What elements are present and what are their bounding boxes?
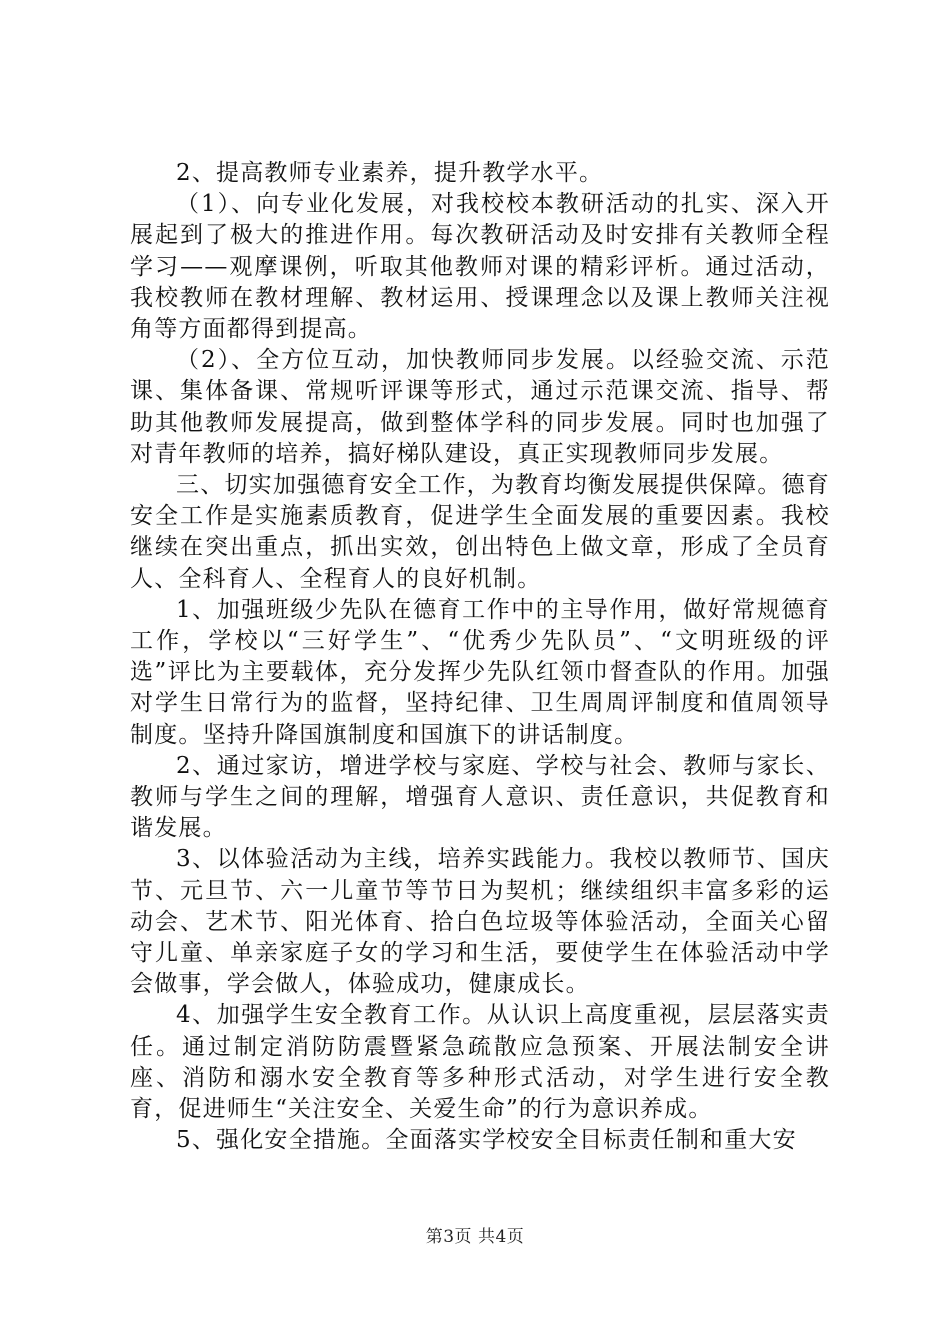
paragraph-point-1: 1、加强班级少先队在德育工作中的主导作用，做好常规德育工作，学校以“三好学生”、“优秀少先队员”、“文明班级的评选”评比为主要载体，充分发挥少先队红领巾督查队的作用。加强对学生日常行为的监督，坚持纪律、卫生周周评制度和值周领导制度。坚持升降国旗制度和国旗下的讲话制度。 xyxy=(130,596,830,748)
paragraph-point-3: 3、以体验活动为主线，培养实践能力。我校以教师节、国庆节、元旦节、六一儿童节等节日为契机；继续组织丰富多彩的运动会、艺术节、阳光体育、拾白色垃圾等体验活动，全面关心留守儿童、单亲家庭子女的学习和生活，要使学生在体验活动中学会做事，学会做人，体验成功，健康成长。 xyxy=(130,846,830,998)
paragraph-heading-2: 2、提高教师专业素养，提升教学水平。 xyxy=(176,160,604,186)
paragraph-item-1: （1）、向专业化发展，对我校校本教研活动的扎实、深入开展起到了极大的推进作用。每次教研活动及时安排有关教师全程学习——观摩课例，听取其他教师对课的精彩评析。通过活动，我校教师在教材理解、教材运用、授课理念以及课上教师关注视角等方面都得到提高。 xyxy=(130,191,830,343)
paragraph-point-5: 5、强化安全措施。全面落实学校安全目标责任制和重大安 xyxy=(176,1127,797,1154)
document-body xyxy=(130,158,830,1157)
paragraph-point-4: 4、加强学生安全教育工作。从认识上高度重视，层层落实责任。通过制定消防防震暨紧急疏散应急预案、开展法制安全讲座、消防和溺水安全教育等多种形式活动，对学生进行安全教育，促进师生“关注安全、关爱生命”的行为意识养成。 xyxy=(130,1002,830,1123)
paragraph-section-3: 三、切实加强德育安全工作，为教育均衡发展提供保障。德育安全工作是实施素质教育，促进学生全面发展的重要因素。我校继续在突出重点，抓出实效，创出特色上做文章，形成了全员育人、全科育人、全程育人的良好机制。 xyxy=(130,472,830,592)
paragraph-point-2: 2、通过家访，增进学校与家庭、学校与社会、教师与家长、教师与学生之间的理解，增强育人意识、责任意识，共促教育和谐发展。 xyxy=(130,752,830,842)
paragraph-item-2: （2）、全方位互动，加快教师同步发展。以经验交流、示范课、集体备课、常规听评课等形式，通过示范课交流、指导、帮助其他教师发展提高，做到整体学科的同步发展。同时也加强了对青年教师的培养，搞好梯队建设，真正实现教师同步发展。 xyxy=(130,347,830,467)
page-number-footer: 第3页 共4页 xyxy=(425,1227,525,1247)
